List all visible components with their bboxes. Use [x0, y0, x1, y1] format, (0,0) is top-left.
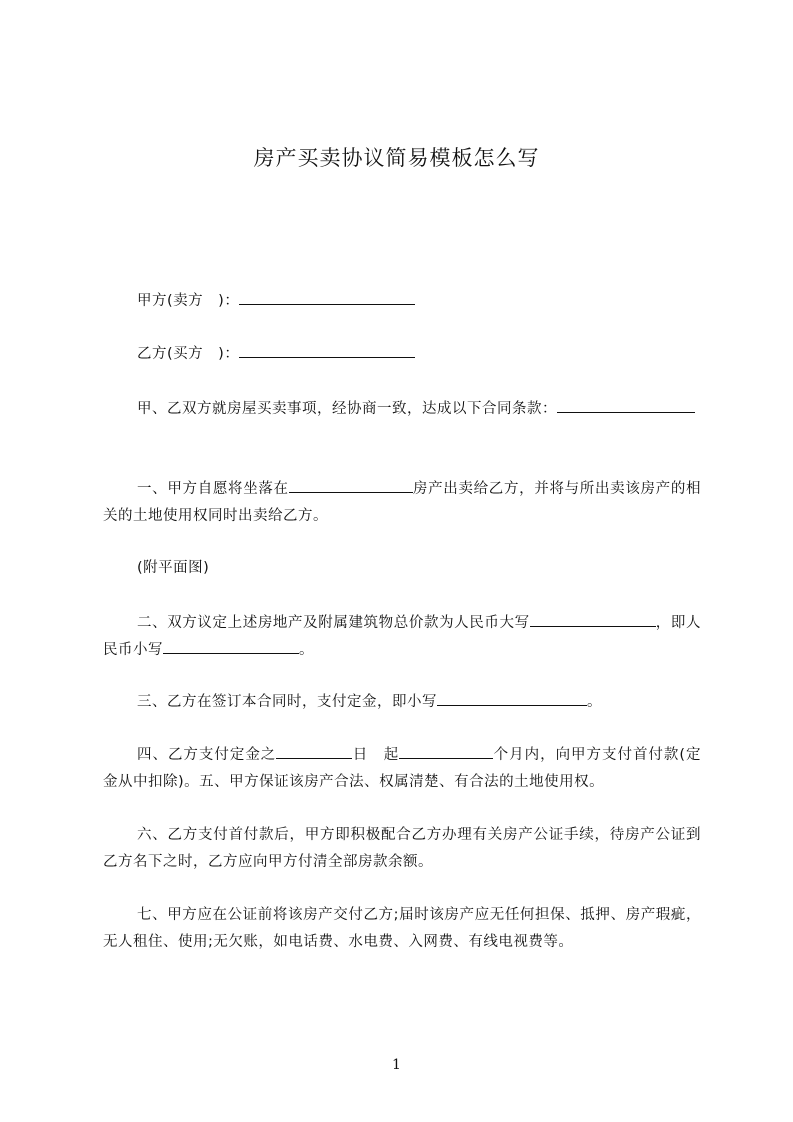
document-title: 房产买卖协议简易模板怎么写 — [253, 146, 540, 170]
clause-1-location-blank[interactable] — [289, 478, 413, 493]
party-b-blank[interactable] — [239, 343, 415, 358]
clause-4-middle-2: 个月内，向甲方支付首付款(定金从中扣除)。五、甲方保证该房产合法、权属清楚、有合法的土地使用权。 — [103, 747, 702, 790]
intro-blank-1[interactable] — [557, 398, 673, 413]
clause-3-before: 三、乙方在签订本合同时，支付定金，即小写 — [137, 694, 437, 710]
party-a-label: 甲方(卖方 )： — [137, 293, 240, 309]
intro-blank-2[interactable] — [673, 398, 695, 413]
clause-4-middle-1: 日 起 — [352, 747, 400, 763]
clause-2-amount-words-blank[interactable] — [530, 612, 656, 627]
clause-3-paragraph — [137, 689, 697, 716]
clause-6-paragraph: 六、乙方支付首付款后，甲方即积极配合乙方办理有关房产公证手续，待房产公证到乙方名下之时，乙方应向甲方付清全部房款余额。 — [103, 827, 701, 870]
clause-3-after: 。 — [587, 694, 602, 710]
clause-2-after: 。 — [299, 642, 314, 658]
clause-3-deposit-blank[interactable] — [437, 691, 587, 706]
clause-2-before: 二、双方议定上述房地产及附属建筑物总价款为人民币大写 — [137, 615, 530, 631]
party-b-label: 乙方(买方 )： — [137, 346, 240, 362]
clause-4-before: 四、乙方支付定金之 — [137, 747, 277, 763]
floor-plan-note: (附平面图) — [137, 560, 210, 576]
party-a-blank[interactable] — [239, 290, 415, 305]
intro-paragraph — [103, 396, 701, 423]
clause-4-months-blank[interactable] — [399, 744, 493, 759]
clause-2-amount-figures-blank[interactable] — [163, 639, 299, 654]
intro-text: 甲、乙双方就房屋买卖事项，经协商一致，达成以下合同条款： — [137, 401, 557, 417]
clause-7-paragraph: 七、甲方应在公证前将该房产交付乙方;届时该房产应无任何担保、抵押、房产瑕疵，无人租住、使用;无欠账，如电话费、水电费、入网费、有线电视费等。 — [103, 907, 701, 950]
clause-4-date-blank[interactable] — [276, 744, 352, 759]
clause-1-before: 一、甲方自愿将坐落在 — [137, 481, 289, 497]
clause-1-paragraph — [103, 476, 701, 530]
clause-4-paragraph — [103, 742, 701, 796]
clause-2-middle: ，即人民币小写 — [103, 615, 701, 658]
page-number: 1 — [392, 1057, 401, 1073]
clause-2-paragraph — [103, 610, 701, 664]
party-a-line — [137, 288, 697, 315]
party-b-line — [137, 341, 697, 368]
clause-1-after: 房产出卖给乙方，并将与所出卖该房产的相关的土地使用权同时出卖给乙方。 — [103, 481, 702, 524]
